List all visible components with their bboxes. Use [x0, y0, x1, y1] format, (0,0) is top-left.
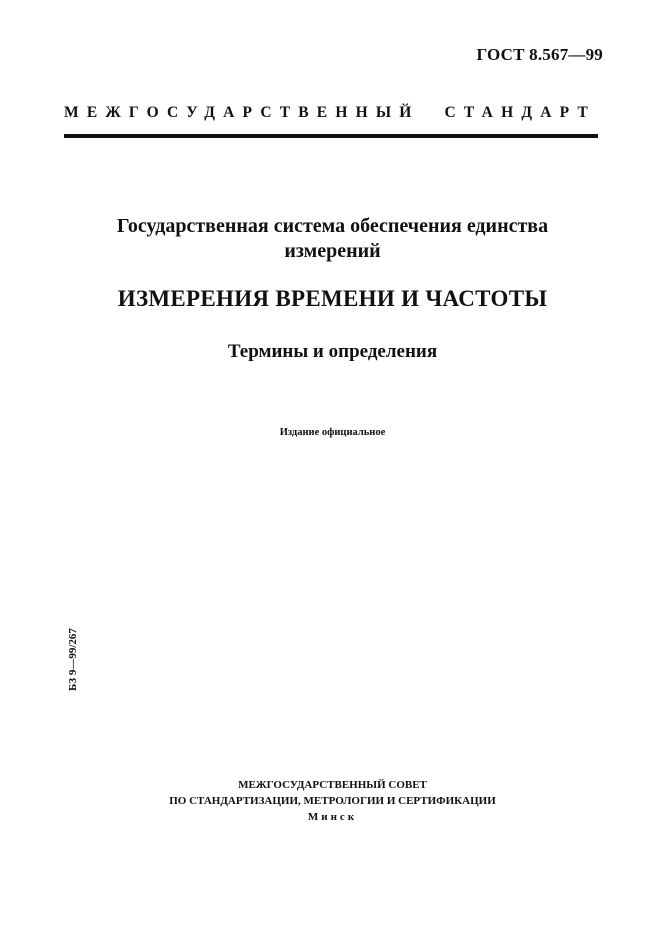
main-title: ИЗМЕРЕНИЯ ВРЕМЕНИ И ЧАСТОТЫ: [117, 286, 548, 311]
series-line-2: измерений: [284, 240, 381, 262]
publisher-city: Минск: [307, 811, 358, 823]
standard-series-title: [80, 214, 585, 264]
publisher-line-1: МЕЖГОСУДАРСТВЕННЫЙ СОВЕТ: [238, 779, 427, 791]
publisher-block: [90, 777, 575, 825]
publisher-line-2: ПО СТАНДАРТИЗАЦИИ, МЕТРОЛОГИИ И СЕРТИФИКАЦИИ: [169, 795, 496, 807]
subtitle: Термины и определения: [227, 341, 438, 362]
document-type-heading: МЕЖГОСУДАРСТВЕННЫЙ СТАНДАРТ: [64, 104, 596, 121]
document-number: ГОСТ 8.567—99: [476, 45, 603, 64]
side-catalog-code: БЗ 9—99/267: [67, 628, 79, 691]
header-divider: [64, 134, 598, 138]
series-line-1: Государственная система обеспечения единства: [116, 215, 549, 237]
edition-note: Издание официальное: [279, 427, 386, 438]
